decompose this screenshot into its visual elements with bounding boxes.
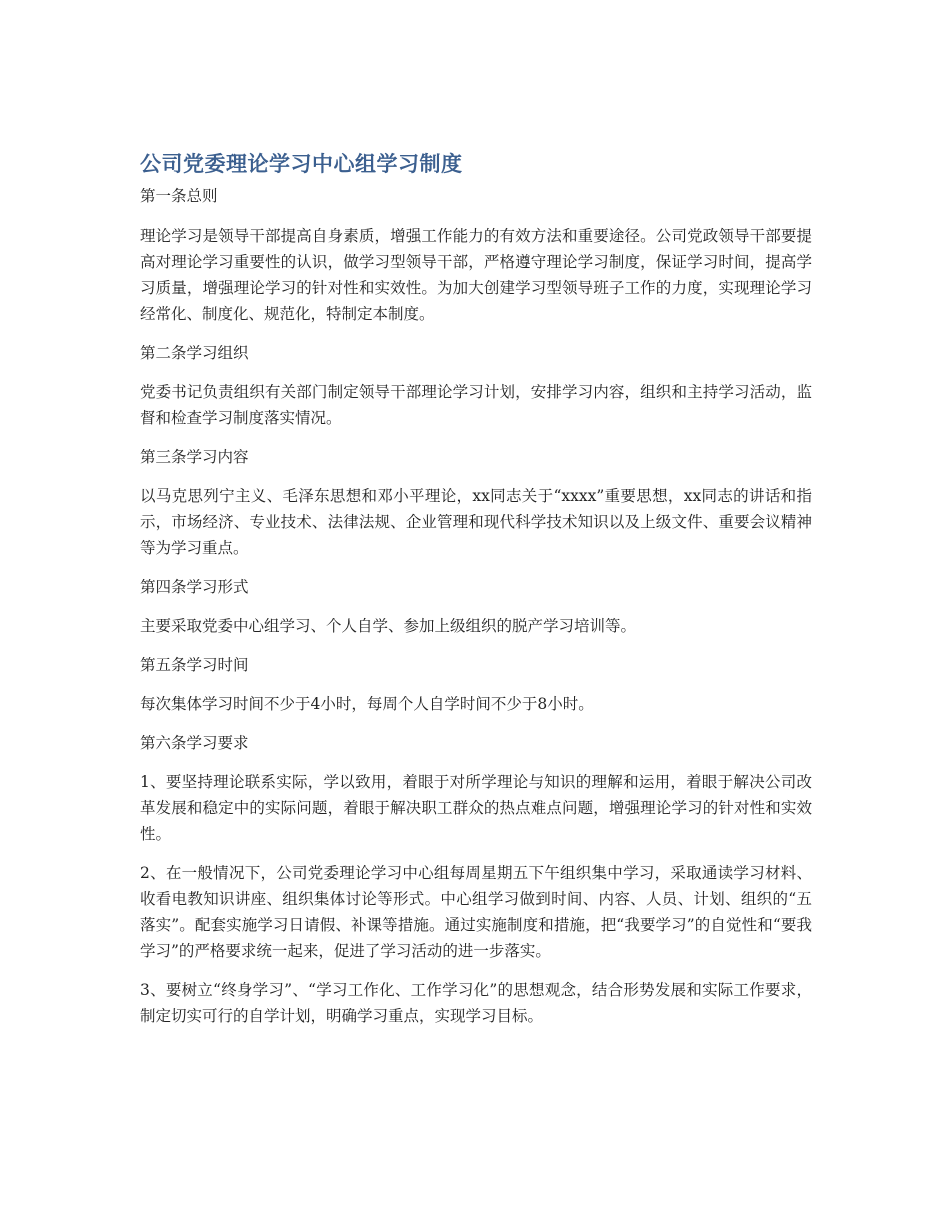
section-heading: 第六条学习要求 [140, 734, 249, 752]
section-heading: 第五条学习时间 [140, 656, 249, 674]
requirement-item-2: 2、在一般情况下，公司党委理论学习中心组每周星期五下午组织集中学习，采取通读学习材料、收看电教知识讲座、组织集体讨论等形式。中心组学习做到时间、内容、人员、计划、组织的“五落实”。配套实施学习日请假、补课等措施。通过实施制度和措施，把“我要学习”的自觉性和“要我学习”的严格要求统一起来，促进了学习活动的进一步落实。 [140, 864, 812, 960]
section-heading: 第三条学习内容 [140, 448, 249, 466]
section-paragraph: 以马克思列宁主义、毛泽东思想和邓小平理论，xx同志关于“xxxx”重要思想，xx同志的讲话和指示，市场经济、专业技术、法律法规、企业管理和现代科学技术知识以及上级文件、重要会议精神等为学习重点。 [140, 487, 812, 557]
section-heading: 第四条学习形式 [140, 578, 249, 596]
section-heading: 第一条总则 [140, 187, 218, 205]
document-page [140, 148, 812, 1042]
section-paragraph: 理论学习是领导干部提高自身素质，增强工作能力的有效方法和重要途径。公司党政领导干部要提高对理论学习重要性的认识，做学习型领导干部，严格遵守理论学习制度，保证学习时间，提高学习质量，增强理论学习的针对性和实效性。为加大创建学习型领导班子工作的力度，实现理论学习经常化、制度化、规范化，特制定本制度。 [140, 227, 812, 323]
section-heading: 第二条学习组织 [140, 344, 249, 362]
section-paragraph: 主要采取党委中心组学习、个人自学、参加上级组织的脱产学习培训等。 [140, 617, 637, 635]
requirement-item-1: 1、要坚持理论联系实际，学以致用，着眼于对所学理论与知识的理解和运用，着眼于解决公司改革发展和稳定中的实际问题，着眼于解决职工群众的热点难点问题，增强理论学习的针对性和实效性。 [140, 773, 812, 843]
requirement-item-3: 3、要树立“终身学习”、“学习工作化、工作学习化”的思想观念，结合形势发展和实际工作要求，制定切实可行的自学计划，明确学习重点，实现学习目标。 [140, 981, 812, 1025]
document-title: 公司党委理论学习中心组学习制度 [140, 152, 463, 176]
section-paragraph: 每次集体学习时间不少于4小时，每周个人自学时间不少于8小时。 [140, 695, 594, 713]
section-paragraph: 党委书记负责组织有关部门制定领导干部理论学习计划，安排学习内容，组织和主持学习活动，监督和检查学习制度落实情况。 [140, 383, 812, 427]
